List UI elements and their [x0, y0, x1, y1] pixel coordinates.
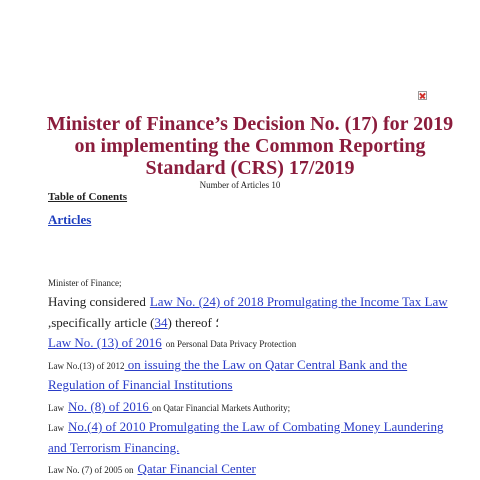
law-8-2016-line [48, 398, 290, 416]
law-13-2016-link[interactable]: Law No. (13) of 2016 [48, 335, 162, 350]
thereof-text: ) thereof ؛ [167, 315, 220, 330]
article-34-link[interactable]: 34 [154, 315, 168, 330]
qfma-text: on Qatar Financial Markets Authority; [152, 403, 291, 413]
law-word: Law [48, 403, 64, 413]
qcb-law-link-line1[interactable]: on issuing the the Law on Qatar Central Bank and the [124, 357, 408, 372]
personal-data-text: on Personal Data Privacy Protection [165, 339, 297, 349]
qcb-law-link-line2[interactable]: Regulation of Financial Institutions [48, 377, 233, 392]
broken-image-icon [418, 91, 427, 100]
title-line-2: on implementing the Common Reporting [74, 135, 426, 157]
qfc-link[interactable]: Qatar Financial Center [137, 461, 256, 476]
aml-law-link-line2[interactable]: and Terrorism Financing. [48, 440, 180, 455]
law-7-2005-line [48, 460, 256, 478]
law-13-2012-line [48, 356, 407, 374]
page-title [30, 113, 470, 179]
law-13-2016-line [48, 334, 296, 352]
specifically-text: ,specifically article ( [48, 315, 155, 330]
law-13-2012-text: Law No.(13) of 2012 [48, 361, 125, 371]
articles-link[interactable]: Articles [48, 212, 92, 227]
law-24-2018-link[interactable]: Law No. (24) of 2018 Promulgating the Income Tax Law [149, 294, 448, 309]
table-of-contents-heading: Table of Conents [48, 191, 128, 203]
law-13-2012-line-2 [48, 376, 233, 394]
aml-law-link-line1[interactable]: No.(4) of 2010 Promulgating the Law of Combating Money Laundering [68, 419, 444, 434]
having-considered-text: Having considered [48, 294, 146, 309]
law-7-2005-prefix: Law No. (7) of 2005 on [48, 465, 134, 475]
having-considered-line [48, 293, 448, 311]
law-4-2010-line [48, 418, 444, 436]
specifically-article-line [48, 314, 219, 332]
title-line-3: Standard (CRS) 17/2019 [145, 157, 355, 179]
law-4-2010-line-2 [48, 439, 179, 457]
law-8-2016-link[interactable]: No. (8) of 2016 [68, 399, 153, 414]
title-line-1: Minister of Finance’s Decision No. (17) for 2019 [46, 113, 454, 135]
law-4-2010-prefix: Law [48, 423, 64, 433]
minister-line: Minister of Finance; [48, 278, 122, 288]
number-of-articles: Number of Articles 10 [199, 180, 281, 190]
